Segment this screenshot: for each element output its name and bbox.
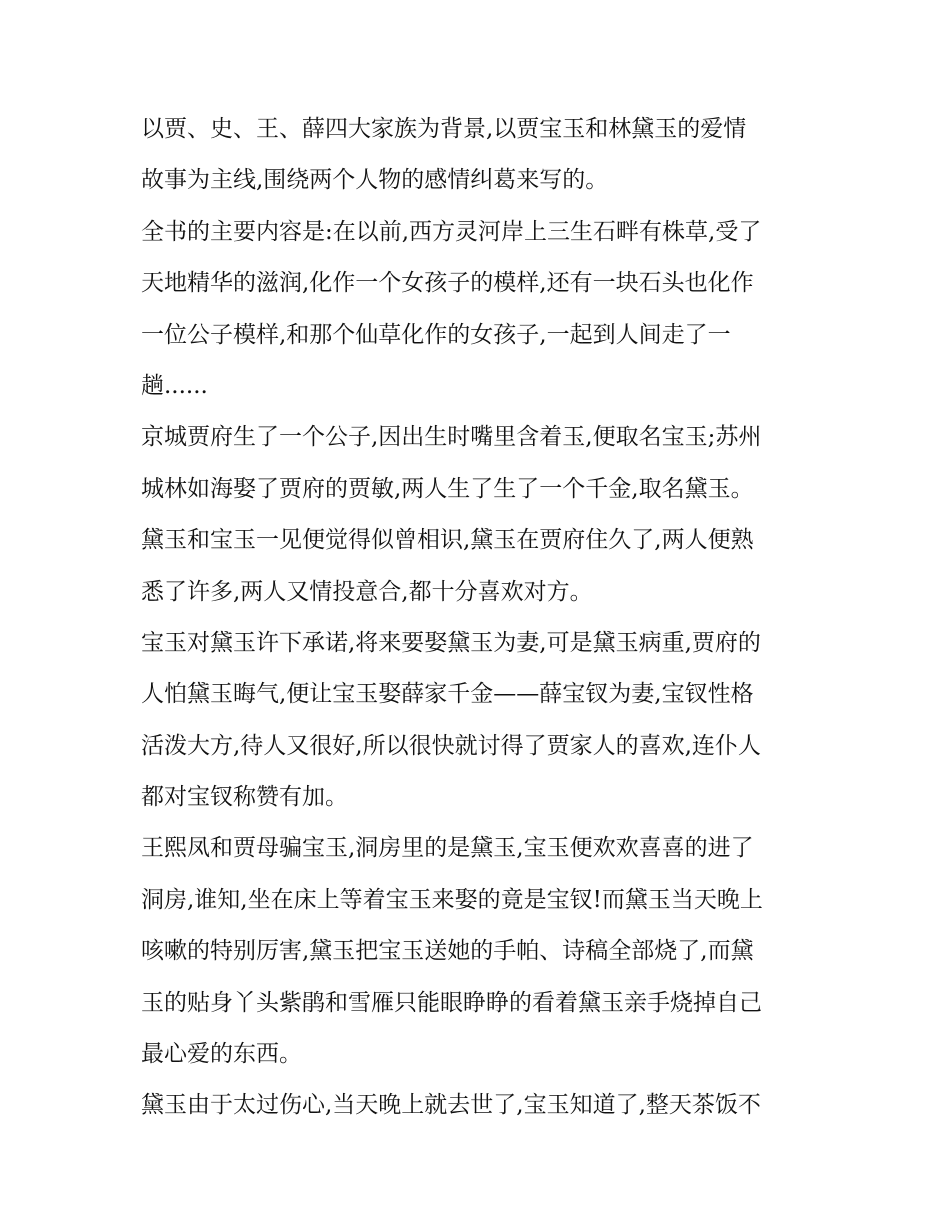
text-line: 咳嗽的特别厉害,黛玉把宝玉送她的手帕、诗稿全部烧了,而黛 xyxy=(141,938,754,965)
text-line: 天地精华的滋润,化作一个女孩子的模样,还有一块石头也化作 xyxy=(141,270,754,297)
text-line: 黛玉由于太过伤心,当天晚上就去世了,宝玉知道了,整天茶饭不 xyxy=(141,1092,761,1119)
text-line: 玉的贴身丫头紫鹃和雪雁只能眼睁睁的看着黛玉亲手烧掉自己 xyxy=(141,989,762,1016)
text-line: 一位公子模样,和那个仙草化作的女孩子,一起到人间走了一 xyxy=(141,321,731,348)
text-line: 洞房,谁知,坐在床上等着宝玉来娶的竟是宝钗!而黛玉当天晚上 xyxy=(141,886,763,913)
text-line: 最心爱的东西。 xyxy=(141,1041,302,1068)
text-line: 黛玉和宝玉一见便觉得似曾相识,黛玉在贾府住久了,两人便熟 xyxy=(141,527,754,554)
text-line: 人怕黛玉晦气,便让宝玉娶薛家千金——薛宝钗为妻,宝钗性格 xyxy=(141,681,754,708)
text-line: 故事为主线,围绕两个人物的感情纠葛来写的。 xyxy=(141,167,609,194)
text-line: 以贾、史、王、薛四大家族为背景,以贾宝玉和林黛玉的爱情 xyxy=(141,116,747,142)
text-line: 京城贾府生了一个公子,因出生时嘴里含着玉,便取名宝玉;苏州 xyxy=(141,424,762,451)
text-line: 都对宝钗称赞有加。 xyxy=(141,784,348,811)
text-line: 宝玉对黛玉许下承诺,将来要娶黛玉为妻,可是黛玉病重,贾府的 xyxy=(141,629,761,656)
text-line: 悉了许多,两人又情投意合,都十分喜欢对方。 xyxy=(141,578,593,605)
text-line: 趟...... xyxy=(141,372,208,399)
text-line: 活泼大方,待人又很好,所以很快就讨得了贾家人的喜欢,连仆人 xyxy=(141,732,761,759)
text-line: 全书的主要内容是:在以前,西方灵河岸上三生石畔有株草,受了 xyxy=(141,218,762,245)
text-line: 城林如海娶了贾府的贾敏,两人生了生了一个千金,取名黛玉。 xyxy=(141,475,754,502)
text-line: 王熙凤和贾母骗宝玉,洞房里的是黛玉,宝玉便欢欢喜喜的进了 xyxy=(141,835,754,862)
document-body xyxy=(141,104,821,1132)
